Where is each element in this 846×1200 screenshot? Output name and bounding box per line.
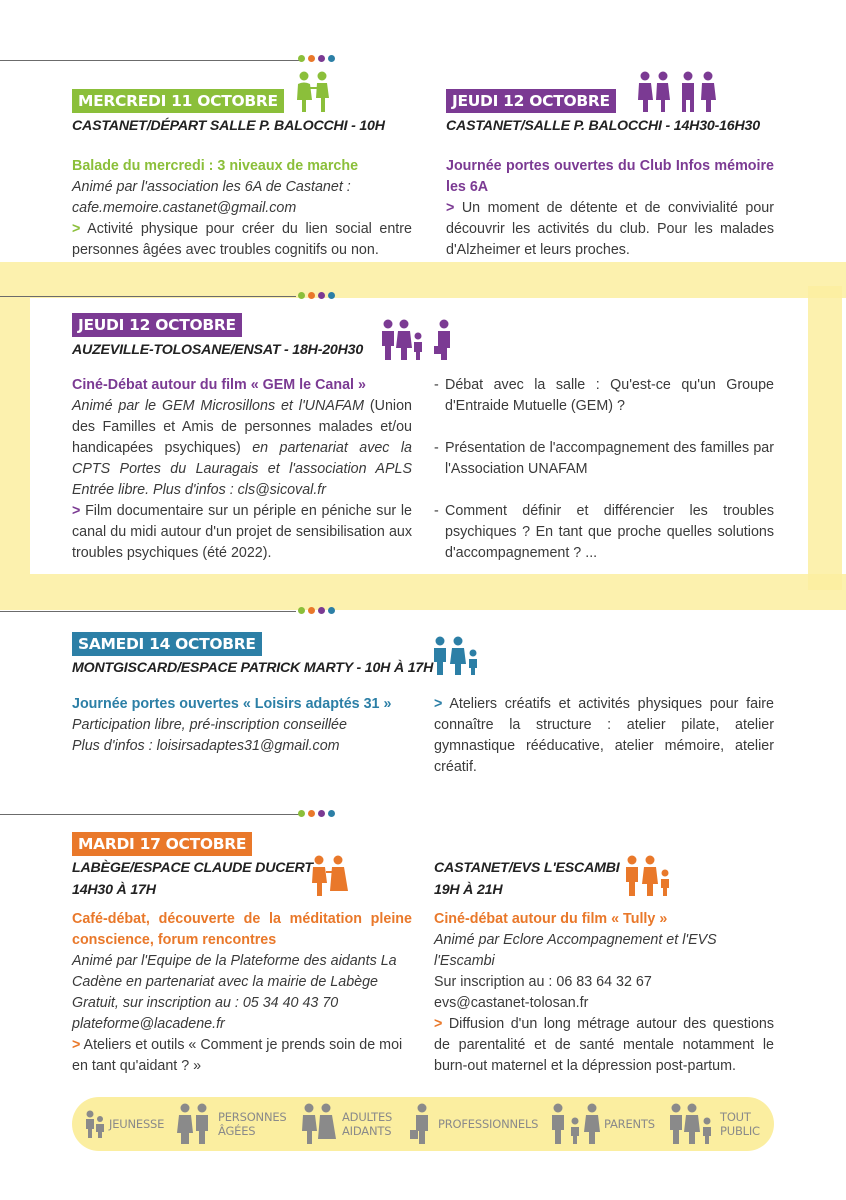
section-divider <box>0 611 296 612</box>
event-title: Café-débat, découverte de la méditation pleine conscience, forum rencontres <box>72 911 412 948</box>
event-phone: Sur inscription au : 06 83 64 32 67 <box>434 974 652 990</box>
caregiver-icon <box>300 1103 336 1145</box>
event-title: Ciné-débat autour du film « Tully » <box>434 911 668 927</box>
parents-icon <box>624 855 672 897</box>
event-location: CASTANET/EVS L'ESCAMBI <box>434 860 620 876</box>
section-divider <box>0 296 296 297</box>
event-column <box>72 156 412 261</box>
event-description: > Ateliers créatifs et activités physiques pour faire connaître la structure : atelier pilate, atelier gymnastique rééducative, atelier mémoire, atelier créatif. <box>434 696 774 775</box>
highlight-band-top <box>0 262 846 298</box>
date-badge: SAMEDI 14 OCTOBRE <box>72 632 262 656</box>
date-badge: JEUDI 12 OCTOBRE <box>72 313 242 337</box>
date-badge: MERCREDI 11 OCTOBRE <box>72 89 284 113</box>
section-divider <box>0 60 300 61</box>
event-column-right <box>434 694 774 778</box>
event-description: > Activité physique pour créer du lien social entre personnes âgées avec troubles cognitifs ou non. <box>72 221 412 258</box>
event-location: CASTANET/SALLE P. BALOCCHI - 14H30-16H30 <box>446 118 760 134</box>
event-registration: Participation libre, pré-inscription conseillée <box>72 717 347 733</box>
color-dots <box>298 292 335 299</box>
parents-icon <box>550 1103 600 1145</box>
caregiver-icon <box>636 70 720 114</box>
legend-item-parents <box>550 1103 655 1145</box>
caregiver-icon <box>294 70 334 114</box>
event-time: 19H À 21H <box>434 882 503 898</box>
debate-bullet: - Présentation de l'accompagnement des familles par l'Association UNAFAM <box>434 440 774 477</box>
legend-label: PROFESSIONNELS <box>438 1117 539 1131</box>
event-column-right <box>434 909 774 1077</box>
youth-icon <box>84 1109 106 1139</box>
event-location: LABÈGE/ESPACE CLAUDE DUCERT <box>72 860 313 876</box>
legend-label: PUBLIC <box>720 1124 760 1138</box>
event-title: Balade du mercredi : 3 niveaux de marche <box>72 158 359 174</box>
event-column <box>72 909 412 1077</box>
event-column <box>446 156 774 261</box>
event-organizer: Animé par Eclore Accompagnement et l'EVS l'Escambi <box>434 932 717 969</box>
color-dots <box>298 607 335 614</box>
event-organizer: Animé par l'association les 6A de Castanet : <box>72 179 351 195</box>
caregiver-icon <box>310 855 350 897</box>
highlight-band-bottom <box>0 574 846 610</box>
highlight-band-right <box>808 286 842 590</box>
event-column <box>72 694 417 757</box>
legend-label: PERSONNES <box>218 1110 287 1124</box>
event-title: Journée portes ouvertes « Loisirs adaptés 31 » <box>72 696 392 712</box>
audience-legend <box>72 1097 774 1151</box>
event-column <box>72 375 412 564</box>
legend-label: PARENTS <box>604 1117 655 1131</box>
color-dots <box>298 810 335 817</box>
event-location: CASTANET/DÉPART SALLE P. BALOCCHI - 10H <box>72 118 385 134</box>
event-title: Ciné-Débat autour du film « GEM le Canal » <box>72 377 366 393</box>
color-dots <box>298 55 335 62</box>
legend-item-caregivers <box>300 1103 392 1145</box>
professional-icon <box>410 1103 434 1145</box>
event-description: > Ateliers et outils « Comment je prends soin de moi en tant qu'aidant ? » <box>72 1037 403 1074</box>
legend-label: JEUNESSE <box>109 1117 165 1131</box>
event-time: 14H30 À 17H <box>72 882 156 898</box>
event-email[interactable]: evs@castanet-tolosan.fr <box>434 995 589 1011</box>
debate-bullet: - Comment définir et différencier les troubles psychiques ? En tant que proche quelles solutions d'accompagnement ? ... <box>434 503 774 561</box>
legend-label: TOUT <box>720 1110 751 1124</box>
date-badge: MARDI 17 OCTOBRE <box>72 832 252 856</box>
elderly-icon <box>176 1103 212 1145</box>
legend-label: AIDANTS <box>342 1124 392 1138</box>
event-organizer: Animé par l'Equipe de la Plateforme des aidants La Cadène en partenariat avec la mairie de Labège Gratuit, sur inscription au : 05 34 40 43 70 plateforme@lacadene.fr <box>72 953 397 1032</box>
highlight-band-left <box>0 298 30 574</box>
event-location: AUZEVILLE-TOLOSANE/ENSAT - 18H-20H30 <box>72 342 364 358</box>
parents-icon <box>380 318 460 362</box>
legend-label: ADULTES <box>342 1110 393 1124</box>
debate-bullet: - Débat avec la salle : Qu'est-ce qu'un Groupe d'Entraide Mutuelle (GEM) ? <box>434 377 774 414</box>
event-organizer: Animé par le GEM Microsillons et l'UNAFAM (Union des Familles et Amis de personnes malades et/ou handicapées psychiques) en partenariat avec la CPTS Portes du Lauragais et l'association APLS Entrée libre. Plus d'infos : cls@sicoval.fr <box>72 398 412 498</box>
date-badge: JEUDI 12 OCTOBRE <box>446 89 616 113</box>
legend-item-professionals <box>410 1103 538 1145</box>
all-public-icon <box>668 1103 714 1145</box>
legend-item-elderly <box>176 1103 287 1145</box>
event-description: > Film documentaire sur un périple en péniche sur le canal du midi autour d'un projet de sensibilisation aux troubles psychiques (été 2022). <box>72 503 412 561</box>
legend-item-all-public <box>668 1103 760 1145</box>
event-title: Journée portes ouvertes du Club Infos mémoire les 6A <box>446 158 774 195</box>
legend-item-youth <box>84 1109 164 1139</box>
event-column-right <box>434 375 774 564</box>
event-location: MONTGISCARD/ESPACE PATRICK MARTY - 10H À 17H <box>72 660 434 676</box>
parents-icon <box>432 636 480 676</box>
event-description: > Un moment de détente et de convivialité pour découvrir les activités du club. Pour les malades d'Alzheimer et leurs proches. <box>446 200 774 258</box>
event-email[interactable]: Plus d'infos : loisirsadaptes31@gmail.com <box>72 738 340 754</box>
event-description: > Diffusion d'un long métrage autour des questions de parentalité et de santé mentale notamment le burn-out maternel et la dépression post-partum. <box>434 1016 774 1074</box>
legend-label: ÂGÉES <box>218 1124 256 1138</box>
event-email[interactable]: cafe.memoire.castanet@gmail.com <box>72 200 297 216</box>
section-divider <box>0 814 300 815</box>
